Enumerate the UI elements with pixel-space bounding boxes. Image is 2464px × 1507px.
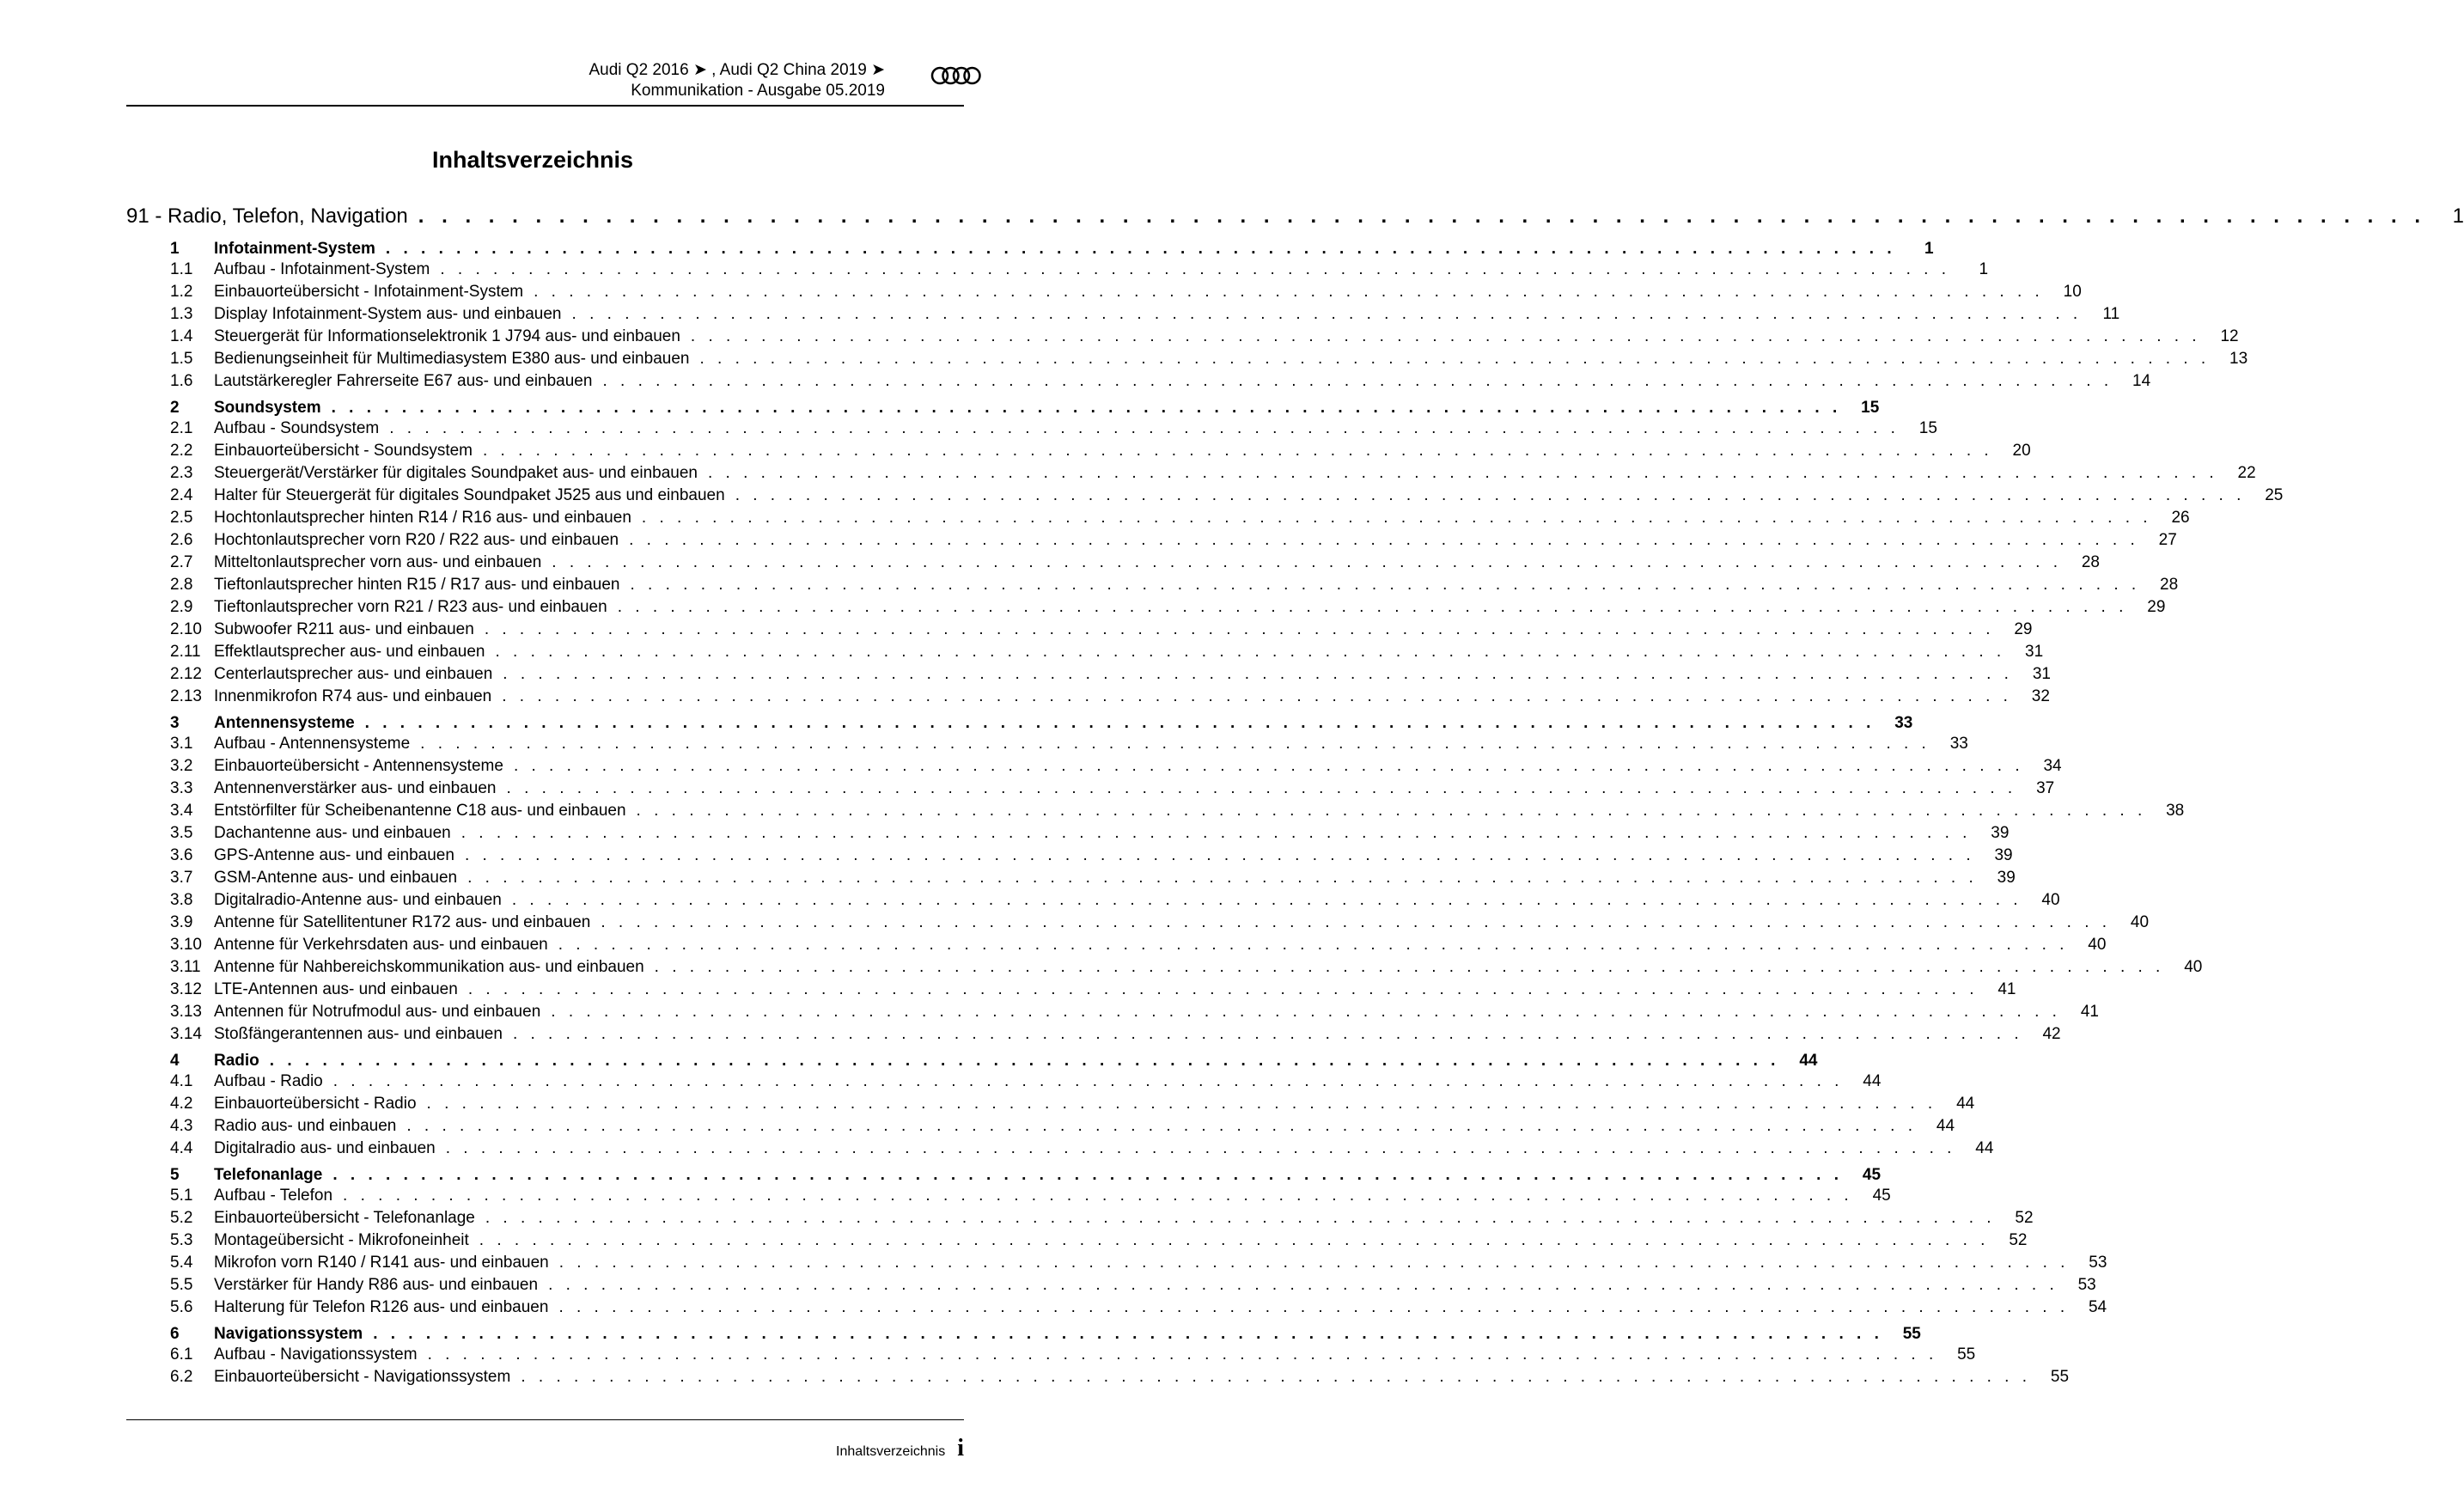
toc-entry-page: 33 [1894,714,1913,732]
toc-dot-leader: . . . . . . . . . . . . . . . . . . . . . . . . . . . . . . . . . . . . . . . . . . . . . . . . . . . . . . . . . . . . . . . . . . . . . . . . . . . . . . . . . . . . . . [602,372,2113,390]
toc-entry-page: 13 [2229,350,2248,368]
toc-entry-page: 37 [2036,779,2055,797]
toc-entry-page: 44 [1799,1052,1818,1070]
toc-dot-leader: . . . . . . . . . . . . . . . . . . . . . . . . . . . . . . . . . . . . . . . . . . . . . . . . . . . . . . . . . . . . . . . . . . . . . . . . . . . . . . . . . . . . . . [484,620,1995,638]
toc-entry-section[interactable] [126,869,2016,891]
toc-entry-page: 44 [1975,1139,1994,1157]
toc-entry-number: 1.6 [170,372,193,390]
toc-dot-leader: . . . . . . . . . . . . . . . . . . . . . . . . . . . . . . . . . . . . . . . . . . . . . . . . . . . . . . . . . . . . . . . . . . . . . . . . . . . . . . . . . . . . . . [558,1298,2070,1316]
toc-entry-section[interactable] [126,1345,1976,1368]
toc-entry-section[interactable] [126,1187,1891,1209]
toc-entry-page: 28 [2160,576,2179,594]
toc-entry-title: Hochtonlautsprecher vorn R20 / R22 aus- und einbauen [214,531,619,549]
toc-dot-leader: . . . . . . . . . . . . . . . . . . . . . . . . . . . . . . . . . . . . . . . . . . . . . . . . . . . . . . . . . . . . . . . . . . . . . . . . . . . . . . . . . . . . . . [331,399,1842,417]
toc-entry-title: Halterung für Telefon R126 aus- und einbauen [214,1298,549,1316]
toc-entry-section[interactable] [126,372,2151,394]
toc-entry-number: 2.3 [170,464,193,482]
toc-entry-title: Entstörfilter für Scheibenantenne C18 aus- und einbauen [214,802,626,820]
toc-entry-number: 2.12 [170,665,202,683]
toc-entry-title: Digitalradio-Antenne aus- und einbauen [214,891,502,909]
toc-dot-leader: . . . . . . . . . . . . . . . . . . . . . . . . . . . . . . . . . . . . . . . . . . . . . . . . . . . . . . . . . . . . . . . . . . . . . . . . . . . . . . . . . . . . . . [485,1209,1996,1227]
toc-entry-page: 29 [2014,620,2033,638]
toc-entry-page: 53 [2089,1254,2107,1272]
toc-dot-leader: . . . . . . . . . . . . . . . . . . . . . . . . . . . . . . . . . . . . . . . . . . . . . . . . . . . . . . . . . . . . . . . . . . . . . . . . . . . . . . . . . . . . . . [332,1072,1844,1090]
toc-entry-section[interactable] [126,1209,2034,1231]
toc-entry-number: 6 [170,1325,180,1343]
toc-dot-leader: . . . . . . . . . . . . . . . . . . . . . . . . . . . . . . . . . . . . . . . . . . . . . . . . . . . . . . . . . . . . . . . . . . . . . . . . . . . . . . . . . . . . . . [503,665,2013,683]
toc-entry-title: Aufbau - Infotainment-System [214,260,430,278]
toc-entry-section[interactable] [126,643,2044,665]
toc-entry-number: 4.1 [170,1072,193,1090]
toc-entry-section[interactable] [126,802,2185,824]
toc-entry-page: 15 [1918,419,1937,437]
toc-entry-title: Antennen für Notrufmodul aus- und einbauen [214,1003,541,1021]
toc-entry-page: 1 [1924,240,1934,258]
header-edition-line: Kommunikation - Ausgabe 05.2019 [631,82,885,100]
toc-entry-title: Display Infotainment-System aus- und einbauen [214,305,562,323]
toc-entry-section[interactable] [126,980,2016,1003]
toc-dot-leader: . . . . . . . . . . . . . . . . . . . . . . . . . . . . . . . . . . . . . . . . . . . . . . . . . . . . . . . . . . . . . . . . . . . . . . . . . . . . . . . . . . . . . . [427,1345,1938,1364]
toc-entry-number: 4.4 [170,1139,193,1157]
toc-dot-leader: . . . . . . . . . . . . . . . . . . . . . . . . . . . . . . . . . . . . . . . . . . . . . . . . . . . . . . . . . . . . . . . . . . . . . . . . . . . . . . . . . . . . . . [629,531,2139,549]
toc-entry-chapter[interactable] [126,714,1913,735]
toc-entry-section[interactable] [126,1298,2107,1321]
toc-entry-number: 1.1 [170,260,193,278]
toc-entry-page: 27 [2158,531,2177,549]
toc-dot-leader: . . . . . . . . . . . . . . . . . . . . . . . . . . . . . . . . . . . . . . . . . . . . . . . . . . . . . . . . . . . . . . . . . . . . . . . . . . . . . . . . . . . . . . [636,802,2147,820]
toc-dot-leader: . . . . . . . . . . . . . . . . . . . . . . . . . . . . . . . . . . . . . . . . . . . . . . . . . . . . . . . . . . . . . . . . . . . . . . . . . . . . . . . . . . . . . . [420,735,1930,753]
toc-entry-page: 34 [2043,757,2062,775]
toc-entry-title: GSM-Antenne aus- und einbauen [214,869,458,887]
toc-entry-number: 3 [170,714,180,732]
toc-entry-number: 2.7 [170,553,193,571]
toc-dot-leader: . . . . . . . . . . . . . . . . . . . . . . . . . . . . . . . . . . . . . . . . . . . . . . . . . . . . . . . . . . . . . . . . . . . . . . . . . . . . . . . . . . . . . . [534,283,2044,301]
toc-entry-title: Montageübersicht - Mikrofoneinheit [214,1231,469,1249]
toc-entry-number: 3.6 [170,846,193,864]
toc-dot-leader: . . . . . . . . . . . . . . . . . . . . . . . . . . . . . . . . . . . . . . . . . . . . . . . . . . . . . . . . . . . . . . . . . . . . . . . . . . . . . . . . . . . . . . [690,327,2201,345]
toc-dot-leader: . . . . . . . . . . . . . . . . . . . . . . . . . . . . . . . . . . . . . . . . . . . . . . . . . . . . . . . . . . . . . . . . . . . . . . . . . . . . . . . . . . . . . . [502,687,2012,705]
toc-dot-leader: . . . . . . . . . . . . . . . . . . . . . . . . . . . . . . . . . . . . . . . . . . . . . . . . . . . . . . . . . . . . . . . . . . . . . . . . . . . . . . . . . . . . . . [460,824,1972,842]
toc-entry-number: 2.11 [170,643,201,661]
toc-entry-number: 3.7 [170,869,193,887]
toc-dot-leader: . . . . . . . . . . . . . . . . . . . . . . . . . . . . . . . . . . . . . . . . . . . . . . . . . . . . . . . . . . . . . . . . . . . . . . . . . . . . . . . . . . . . . . [389,419,1900,437]
audi-four-rings-icon [930,64,982,87]
toc-entry-number: 3.11 [170,958,201,976]
toc-entry-title: Einbauorteübersicht - Soundsystem [214,442,473,460]
toc-entry-title: Hochtonlautsprecher hinten R14 / R16 aus- und einbauen [214,509,631,527]
toc-entry-title: 91 - Radio, Telefon, Navigation [126,204,408,228]
toc-entry-page: 53 [2077,1276,2096,1294]
toc-entry-title: Steuergerät/Verstärker für digitales Soundpaket aus- und einbauen [214,464,698,482]
toc-entry-number: 5.6 [170,1298,193,1316]
toc-entry-number: 2.6 [170,531,193,549]
toc-entry-chapter[interactable] [126,240,1934,260]
toc-entry-number: 5.4 [170,1254,193,1272]
toc-entry-section[interactable] [126,260,1989,283]
toc-dot-leader: . . . . . . . . . . . . . . . . . . . . . . . . . . . . . . . . . . . . . . . . . . . . . . . . . . . . . . . . . . . . . . . . . . . . . . . . . . . . . . . . . . . . . . [707,464,2218,482]
toc-entry-number: 2.2 [170,442,193,460]
toc-entry-title: Aufbau - Soundsystem [214,419,380,437]
toc-entry-title: Steuergerät für Informationselektronik 1 J794 aus- und einbauen [214,327,680,345]
toc-entry-section[interactable] [126,419,1937,442]
toc-entry-number: 2.9 [170,598,193,616]
toc-dot-leader: . . . . . . . . . . . . . . . . . . . . . . . . . . . . . . . . . . . . . . . . . . . . . . . . . . . . . . . . . . . . . . . . . . . . . . . . . . . . . . . . . . . . . . [617,598,2128,616]
toc-entry-chapter[interactable] [126,1052,1818,1072]
toc-dot-leader: . . . . . . . . . . . . . . . . . . . . . . . . . . . . . . . . . . . . . . . . . . . . . . . . . . . . . . . . . . . . . . . . . . . . . . . . . . . . . . . . . . . . . . [373,1325,1883,1343]
toc-entry-number: 6.2 [170,1368,193,1386]
toc-entry-number: 6.1 [170,1345,193,1364]
toc-entry-page: 39 [1991,824,2010,842]
toc-entry-page: 38 [2166,802,2185,820]
toc-entry-page: 40 [2130,913,2150,931]
toc-dot-leader: . . . . . . . . . . . . . . . . . . . . . . . . . . . . . . . . . . . . . . . . . . . . . . . . . . . . . . . . . . . . . . . . . . . . . . . . . . . . . . . . . . . . . . [558,1254,2070,1272]
toc-dot-leader: . . . . . . . . . . . . . . . . . . . . . . . . . . . . . . . . . . . . . . . . . . . . . . . . . . . . . . . . . . . . . . . . . . . . . . . . . . . . . . . . . . . . . . [418,204,2426,228]
toc-entry-page: 55 [1902,1325,1921,1343]
toc-entry-page: 22 [2237,464,2256,482]
toc-entry-number: 2.8 [170,576,193,594]
toc-dot-leader: . . . . . . . . . . . . . . . . . . . . . . . . . . . . . . . . . . . . . . . . . . . . . . . . . . . . . . . . . . . . . . . . . . . . . . . . . . . . . . . . . . . . . . [445,1139,1956,1157]
toc-entry-page: 54 [2088,1298,2107,1316]
toc-entry-page: 14 [2132,372,2151,390]
toc-entry-title: Verstärker für Handy R86 aus- und einbauen [214,1276,539,1294]
toc-entry-number: 2.10 [170,620,202,638]
toc-entry-page: 40 [2184,958,2203,976]
toc-entry-title: Infotainment-System [214,240,375,258]
toc-dot-leader: . . . . . . . . . . . . . . . . . . . . . . . . . . . . . . . . . . . . . . . . . . . . . . . . . . . . . . . . . . . . . . . . . . . . . . . . . . . . . . . . . . . . . . [385,240,1896,258]
toc-entry-page: 31 [2025,643,2044,661]
toc-entry-page: 55 [1957,1345,1976,1364]
footer-page-number: i [957,1435,964,1461]
toc-entry-title: LTE-Antennen aus- und einbauen [214,980,458,998]
toc-entry-number: 1.3 [170,305,193,323]
toc-entry-chapter[interactable] [126,1166,1882,1187]
toc-entry-title: Aufbau - Antennensysteme [214,735,411,753]
toc-dot-leader: . . . . . . . . . . . . . . . . . . . . . . . . . . . . . . . . . . . . . . . . . . . . . . . . . . . . . . . . . . . . . . . . . . . . . . . . . . . . . . . . . . . . . . [479,1231,1990,1249]
toc-dot-leader: . . . . . . . . . . . . . . . . . . . . . . . . . . . . . . . . . . . . . . . . . . . . . . . . . . . . . . . . . . . . . . . . . . . . . . . . . . . . . . . . . . . . . . [426,1095,1937,1113]
toc-entry-section[interactable] [126,305,2120,327]
toc-entry-title: Bedienungseinheit für Multimediasystem E380 aus- und einbauen [214,350,690,368]
toc-entry-section[interactable] [126,620,2033,643]
toc-entry-page: 40 [2088,936,2107,954]
toc-entry-number: 1.4 [170,327,193,345]
toc-entry-section[interactable] [126,846,2013,869]
toc-entry-page: 15 [1861,399,1880,417]
toc-entry-page: 1 [1979,260,1989,278]
toc-entry-number: 1.5 [170,350,193,368]
toc-entry-page: 52 [2015,1209,2034,1227]
toc-dot-leader: . . . . . . . . . . . . . . . . . . . . . . . . . . . . . . . . . . . . . . . . . . . . . . . . . . . . . . . . . . . . . . . . . . . . . . . . . . . . . . . . . . . . . . [506,779,2017,797]
toc-entry-title: Digitalradio aus- und einbauen [214,1139,436,1157]
toc-entry-section[interactable] [126,779,2055,802]
toc-dot-leader: . . . . . . . . . . . . . . . . . . . . . . . . . . . . . . . . . . . . . . . . . . . . . . . . . . . . . . . . . . . . . . . . . . . . . . . . . . . . . . . . . . . . . . [464,846,1975,864]
toc-dot-leader: . . . . . . . . . . . . . . . . . . . . . . . . . . . . . . . . . . . . . . . . . . . . . . . . . . . . . . . . . . . . . . . . . . . . . . . . . . . . . . . . . . . . . . [521,1368,2032,1386]
toc-dot-leader: . . . . . . . . . . . . . . . . . . . . . . . . . . . . . . . . . . . . . . . . . . . . . . . . . . . . . . . . . . . . . . . . . . . . . . . . . . . . . . . . . . . . . . [735,486,2246,504]
toc-dot-leader: . . . . . . . . . . . . . . . . . . . . . . . . . . . . . . . . . . . . . . . . . . . . . . . . . . . . . . . . . . . . . . . . . . . . . . . . . . . . . . . . . . . . . . [269,1052,1780,1070]
toc-entry-page: 10 [2063,283,2082,301]
toc-dot-leader: . . . . . . . . . . . . . . . . . . . . . . . . . . . . . . . . . . . . . . . . . . . . . . . . . . . . . . . . . . . . . . . . . . . . . . . . . . . . . . . . . . . . . . [440,260,1951,278]
toc-entry-title: Soundsystem [214,399,321,417]
toc-entry-page: 52 [2009,1231,2028,1249]
toc-dot-leader: . . . . . . . . . . . . . . . . . . . . . . . . . . . . . . . . . . . . . . . . . . . . . . . . . . . . . . . . . . . . . . . . . . . . . . . . . . . . . . . . . . . . . . [512,1025,2023,1043]
toc-dot-leader: . . . . . . . . . . . . . . . . . . . . . . . . . . . . . . . . . . . . . . . . . . . . . . . . . . . . . . . . . . . . . . . . . . . . . . . . . . . . . . . . . . . . . . [630,576,2141,594]
toc-dot-leader: . . . . . . . . . . . . . . . . . . . . . . . . . . . . . . . . . . . . . . . . . . . . . . . . . . . . . . . . . . . . . . . . . . . . . . . . . . . . . . . . . . . . . . [548,1276,2058,1294]
toc-entry-title: Aufbau - Navigationssystem [214,1345,418,1364]
toc-entry-number: 3.9 [170,913,193,931]
toc-entry-section[interactable] [126,464,2256,486]
toc-entry-page: 20 [2012,442,2031,460]
toc-entry-title: Stoßfängerantennen aus- und einbauen [214,1025,503,1043]
toc-entry-number: 4 [170,1052,180,1070]
toc-entry-section[interactable] [126,936,2107,958]
toc-entry-page: 39 [1994,846,2013,864]
toc-entry-title: Tieftonlautsprecher hinten R15 / R17 aus- und einbauen [214,576,620,594]
toc-entry-section[interactable] [126,509,2190,531]
toc-entry-section[interactable] [126,665,2051,687]
toc-entry-title: Subwoofer R211 aus- und einbauen [214,620,474,638]
toc-entry-section[interactable] [126,735,1968,757]
toc-entry-section[interactable] [126,553,2100,576]
toc-entry-section[interactable] [126,1117,1955,1139]
toc-entry-title: Tieftonlautsprecher vorn R21 / R23 aus- und einbauen [214,598,607,616]
toc-entry-number: 1.2 [170,283,193,301]
toc-entry-page: 25 [2265,486,2284,504]
toc-dot-leader: . . . . . . . . . . . . . . . . . . . . . . . . . . . . . . . . . . . . . . . . . . . . . . . . . . . . . . . . . . . . . . . . . . . . . . . . . . . . . . . . . . . . . . [467,980,1979,998]
toc-entry-title: Einbauorteübersicht - Radio [214,1095,417,1113]
toc-dot-leader: . . . . . . . . . . . . . . . . . . . . . . . . . . . . . . . . . . . . . . . . . . . . . . . . . . . . . . . . . . . . . . . . . . . . . . . . . . . . . . . . . . . . . . [467,869,1978,887]
toc-entry-title: Navigationssystem [214,1325,363,1343]
toc-entry-title: Innenmikrofon R74 aus- und einbauen [214,687,492,705]
page-footer [836,1435,964,1462]
toc-entry-section[interactable] [126,1025,2061,1047]
toc-dot-leader: . . . . . . . . . . . . . . . . . . . . . . . . . . . . . . . . . . . . . . . . . . . . . . . . . . . . . . . . . . . . . . . . . . . . . . . . . . . . . . . . . . . . . . [601,913,2112,931]
toc-entry-section[interactable] [126,913,2150,936]
toc-entry-number: 5 [170,1166,180,1184]
toc-entry-section[interactable] [126,687,2050,710]
toc-entry-number: 3.4 [170,802,193,820]
toc-dot-leader: . . . . . . . . . . . . . . . . . . . . . . . . . . . . . . . . . . . . . . . . . . . . . . . . . . . . . . . . . . . . . . . . . . . . . . . . . . . . . . . . . . . . . . [551,1003,2061,1021]
toc-entry-title: Einbauorteübersicht - Navigationssystem [214,1368,511,1386]
toc-entry-title: Telefonanlage [214,1166,323,1184]
toc-entry-chapter[interactable] [126,1325,1921,1345]
toc-entry-section[interactable] [126,327,2239,350]
toc-dot-leader: . . . . . . . . . . . . . . . . . . . . . . . . . . . . . . . . . . . . . . . . . . . . . . . . . . . . . . . . . . . . . . . . . . . . . . . . . . . . . . . . . . . . . . [406,1117,1918,1135]
toc-entry-number: 2 [170,399,180,417]
toc-entry-page: 29 [2147,598,2166,616]
toc-dot-leader: . . . . . . . . . . . . . . . . . . . . . . . . . . . . . . . . . . . . . . . . . . . . . . . . . . . . . . . . . . . . . . . . . . . . . . . . . . . . . . . . . . . . . . [571,305,2083,323]
toc-dot-leader: . . . . . . . . . . . . . . . . . . . . . . . . . . . . . . . . . . . . . . . . . . . . . . . . . . . . . . . . . . . . . . . . . . . . . . . . . . . . . . . . . . . . . . [364,714,1875,732]
toc-entry-section[interactable] [126,350,2248,372]
toc-entry-title: Antenne für Satellitentuner R172 aus- und einbauen [214,913,591,931]
header-vehicle-line: Audi Q2 2016 ➤ , Audi Q2 China 2019 ➤ [589,61,885,79]
toc-entry-title: Lautstärkeregler Fahrerseite E67 aus- und einbauen [214,372,593,390]
toc-entry-section[interactable] [126,1072,1882,1095]
toc-entry-title: Aufbau - Radio [214,1072,323,1090]
toc-entry-title: Effektlautsprecher aus- und einbauen [214,643,485,661]
toc-entry-section[interactable] [126,576,2179,598]
toc-entry-title: GPS-Antenne aus- und einbauen [214,846,454,864]
toc-entry-section[interactable] [126,1276,2096,1298]
toc-entry-page: 1 [2452,204,2464,228]
toc-entry-section[interactable] [126,1368,2070,1390]
footer-divider [126,1419,964,1420]
toc-entry-title: Antennenverstärker aus- und einbauen [214,779,497,797]
toc-entry-title: Antenne für Verkehrsdaten aus- und einbauen [214,936,548,954]
toc-dot-leader: . . . . . . . . . . . . . . . . . . . . . . . . . . . . . . . . . . . . . . . . . . . . . . . . . . . . . . . . . . . . . . . . . . . . . . . . . . . . . . . . . . . . . . [552,553,2062,571]
toc-entry-page: 55 [2050,1368,2070,1386]
footer-label: Inhaltsverzeichnis [836,1444,946,1459]
toc-entry-number: 3.13 [170,1003,202,1021]
toc-entry-title: Halter für Steuergerät für digitales Soundpaket J525 aus und einbauen [214,486,725,504]
toc-entry-page: 45 [1862,1166,1882,1184]
toc-entry-title: Dachantenne aus- und einbauen [214,824,451,842]
toc-entry-title: Mikrofon vorn R140 / R141 aus- und einbauen [214,1254,549,1272]
toc-entry-number: 3.3 [170,779,193,797]
toc-entry-title: Einbauorteübersicht - Telefonanlage [214,1209,475,1227]
toc-entry-section[interactable] [126,891,2060,913]
toc-entry-page: 44 [1863,1072,1882,1090]
toc-entry-section[interactable] [126,1231,2028,1254]
toc-entry-number: 4.3 [170,1117,193,1135]
toc-entry-page: 41 [1997,980,2016,998]
toc-entry-page: 12 [2220,327,2239,345]
toc-entry-number: 3.12 [170,980,202,998]
toc-entry-number: 4.2 [170,1095,193,1113]
toc-entry-title: Antennensysteme [214,714,355,732]
toc-entry-number: 2.4 [170,486,193,504]
toc-entry-number: 5.2 [170,1209,193,1227]
toc-dot-leader: . . . . . . . . . . . . . . . . . . . . . . . . . . . . . . . . . . . . . . . . . . . . . . . . . . . . . . . . . . . . . . . . . . . . . . . . . . . . . . . . . . . . . . [699,350,2211,368]
toc-entry-chapter[interactable] [126,399,1880,419]
toc-dot-leader: . . . . . . . . . . . . . . . . . . . . . . . . . . . . . . . . . . . . . . . . . . . . . . . . . . . . . . . . . . . . . . . . . . . . . . . . . . . . . . . . . . . . . . [495,643,2006,661]
toc-entry-page: 32 [2031,687,2050,705]
toc-entry-section[interactable] [126,757,2062,779]
header-divider [126,105,964,107]
toc-entry-page: 31 [2032,665,2051,683]
toc-entry-title: Radio aus- und einbauen [214,1117,397,1135]
toc-entry-page: 41 [2080,1003,2099,1021]
table-of-contents [126,204,2464,1390]
page-title: Inhaltsverzeichnis [431,147,634,173]
toc-entry-section[interactable] [126,1139,1994,1162]
toc-dot-leader: . . . . . . . . . . . . . . . . . . . . . . . . . . . . . . . . . . . . . . . . . . . . . . . . . . . . . . . . . . . . . . . . . . . . . . . . . . . . . . . . . . . . . . [483,442,1993,460]
toc-entry-page: 45 [1872,1187,1891,1205]
toc-entry-number: 5.3 [170,1231,193,1249]
toc-entry-page: 44 [1956,1095,1975,1113]
toc-entry-number: 3.1 [170,735,193,753]
toc-entry-title: Antenne für Nahbereichskommunikation aus- und einbauen [214,958,644,976]
toc-entry-section[interactable] [126,1095,1975,1117]
toc-entry-page: 11 [2102,305,2120,323]
toc-entry-title: Centerlautsprecher aus- und einbauen [214,665,493,683]
toc-entry-number: 2.5 [170,509,193,527]
toc-entry-section[interactable] [126,486,2284,509]
toc-entry-number: 3.5 [170,824,193,842]
toc-entry-section[interactable] [126,1003,2099,1025]
toc-entry-section[interactable] [126,824,2010,846]
toc-entry-section[interactable] [126,1254,2107,1276]
toc-dot-leader: . . . . . . . . . . . . . . . . . . . . . . . . . . . . . . . . . . . . . . . . . . . . . . . . . . . . . . . . . . . . . . . . . . . . . . . . . . . . . . . . . . . . . . [343,1187,1853,1205]
toc-entry-title: Mitteltonlautsprecher vorn aus- und einbauen [214,553,542,571]
toc-entry-page: 26 [2171,509,2190,527]
toc-entry-page: 39 [1997,869,2016,887]
toc-dot-leader: . . . . . . . . . . . . . . . . . . . . . . . . . . . . . . . . . . . . . . . . . . . . . . . . . . . . . . . . . . . . . . . . . . . . . . . . . . . . . . . . . . . . . . [513,757,2024,775]
toc-entry-number: 5.5 [170,1276,193,1294]
toc-entry-number: 2.1 [170,419,193,437]
toc-dot-leader: . . . . . . . . . . . . . . . . . . . . . . . . . . . . . . . . . . . . . . . . . . . . . . . . . . . . . . . . . . . . . . . . . . . . . . . . . . . . . . . . . . . . . . [641,509,2152,527]
toc-entry-title: Einbauorteübersicht - Infotainment-System [214,283,524,301]
toc-dot-leader: . . . . . . . . . . . . . . . . . . . . . . . . . . . . . . . . . . . . . . . . . . . . . . . . . . . . . . . . . . . . . . . . . . . . . . . . . . . . . . . . . . . . . . [332,1166,1844,1184]
toc-dot-leader: . . . . . . . . . . . . . . . . . . . . . . . . . . . . . . . . . . . . . . . . . . . . . . . . . . . . . . . . . . . . . . . . . . . . . . . . . . . . . . . . . . . . . . [511,891,2022,909]
toc-entry-title: Radio [214,1052,259,1070]
toc-entry-section[interactable] [126,598,2166,620]
toc-dot-leader: . . . . . . . . . . . . . . . . . . . . . . . . . . . . . . . . . . . . . . . . . . . . . . . . . . . . . . . . . . . . . . . . . . . . . . . . . . . . . . . . . . . . . . [558,936,2069,954]
toc-entry-section[interactable] [126,283,2082,305]
toc-entry-section[interactable] [126,958,2203,980]
toc-entry-number: 5.1 [170,1187,193,1205]
toc-entry-page: 44 [1936,1117,1955,1135]
toc-entry-title: Aufbau - Telefon [214,1187,333,1205]
document-header [589,60,885,101]
toc-entry-title: Einbauorteübersicht - Antennensysteme [214,757,503,775]
toc-entry-number: 3.2 [170,757,193,775]
toc-entry-number: 3.14 [170,1025,202,1043]
toc-entry-number: 3.8 [170,891,193,909]
toc-entry-page: 33 [1949,735,1968,753]
toc-entry-page: 42 [2042,1025,2061,1043]
toc-entry-section[interactable] [126,442,2031,464]
toc-dot-leader: . . . . . . . . . . . . . . . . . . . . . . . . . . . . . . . . . . . . . . . . . . . . . . . . . . . . . . . . . . . . . . . . . . . . . . . . . . . . . . . . . . . . . . [654,958,2165,976]
toc-entry-page: 28 [2081,553,2100,571]
toc-entry-number: 1 [170,240,180,258]
toc-entry-section[interactable] [126,531,2177,553]
toc-entry-part[interactable] [126,204,2464,235]
toc-entry-number: 2.13 [170,687,202,705]
toc-entry-number: 3.10 [170,936,202,954]
toc-entry-page: 40 [2041,891,2060,909]
